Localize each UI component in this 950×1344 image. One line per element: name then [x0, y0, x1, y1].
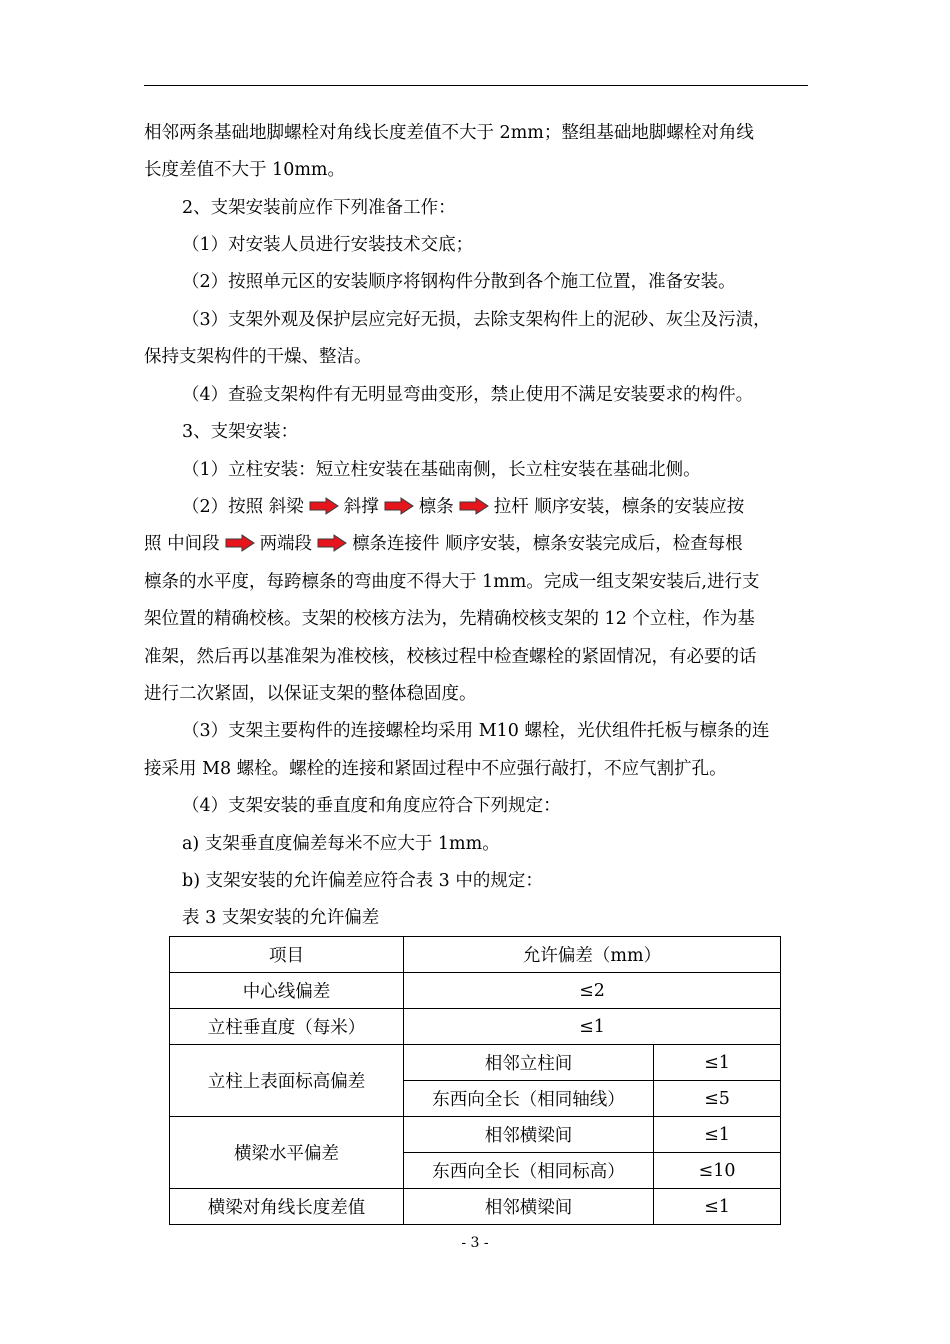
- right-arrow-icon: [309, 497, 339, 515]
- header-rule: [144, 85, 808, 86]
- cell-value: ≤1: [654, 1117, 781, 1153]
- cell-item: 立柱上表面标高偏差: [170, 1045, 404, 1117]
- page-number: - 3 -: [461, 1235, 489, 1251]
- list-item: （1）立柱安装：短立柱安装在基础南侧，长立柱安装在基础北侧。: [182, 460, 701, 480]
- cell-sub: 相邻立柱间: [404, 1045, 654, 1081]
- seq-text: （2）按照 斜梁: [182, 497, 304, 517]
- header-item: 项目: [170, 937, 404, 973]
- cell-value: ≤2: [404, 973, 781, 1009]
- sub-item: a) 支架垂直度偏差每米不应大于 1mm。: [182, 834, 500, 854]
- paragraph-line: 长度差值不大于 10mm。: [144, 160, 346, 180]
- table-row: [170, 1189, 781, 1225]
- cell-value: ≤1: [654, 1189, 781, 1225]
- list-item: （3）支架主要构件的连接螺栓均采用 M10 螺栓，光伏组件托板与檩条的连: [182, 721, 770, 741]
- list-item: （1）对安装人员进行安装技术交底；: [182, 235, 474, 255]
- cell-sub: 东西向全长（相同标高）: [404, 1153, 654, 1189]
- paragraph-line: 准架，然后再以基准架为准校核，校核过程中检查螺栓的紧固情况，有必要的话: [144, 647, 757, 667]
- sub-item: b) 支架安装的允许偏差应符合表 3 中的规定：: [182, 871, 543, 891]
- right-arrow-icon: [225, 534, 255, 552]
- paragraph-line: 架位置的精确校核。支架的校核方法为，先精确校核支架的 12 个立柱，作为基: [144, 609, 755, 629]
- section-heading: 3、支架安装：: [182, 422, 299, 442]
- table-row: [170, 1117, 781, 1153]
- table-row: [170, 1045, 781, 1081]
- list-item: （3）支架外观及保护层应完好无损，去除支架构件上的泥砂、灰尘及污渍，: [182, 310, 771, 330]
- cell-value: ≤10: [654, 1153, 781, 1189]
- list-item-cont: 保持支架构件的干燥、整洁。: [144, 347, 372, 367]
- sequence-line-2: [144, 533, 824, 555]
- cell-value: ≤1: [404, 1009, 781, 1045]
- cell-value: ≤1: [654, 1045, 781, 1081]
- paragraph-line: 进行二次紧固，以保证支架的整体稳固度。: [144, 684, 477, 704]
- seq-text: 两端段: [259, 534, 313, 554]
- cell-item: 横梁水平偏差: [170, 1117, 404, 1189]
- cell-sub: 东西向全长（相同轴线）: [404, 1081, 654, 1117]
- seq-text: 照 中间段: [144, 534, 220, 554]
- cell-sub: 相邻横梁间: [404, 1117, 654, 1153]
- cell-item: 中心线偏差: [170, 973, 404, 1009]
- cell-item: 横梁对角线长度差值: [170, 1189, 404, 1225]
- seq-text: 檩条: [418, 497, 454, 517]
- list-item: （4）查验支架构件有无明显弯曲变形，禁止使用不满足安装要求的构件。: [182, 385, 754, 405]
- right-arrow-icon: [317, 534, 347, 552]
- table-caption: 表 3 支架安装的允许偏差: [182, 908, 380, 928]
- header-tolerance: 允许偏差（mm）: [404, 937, 781, 973]
- cell-item: 立柱垂直度（每米）: [170, 1009, 404, 1045]
- sequence-line-1: [182, 496, 862, 518]
- paragraph-line: 相邻两条基础地脚螺栓对角线长度差值不大于 2mm；整组基础地脚螺栓对角线: [144, 123, 754, 143]
- table-row: [170, 1009, 781, 1045]
- seq-text: 斜撑: [343, 497, 379, 517]
- cell-sub: 相邻横梁间: [404, 1189, 654, 1225]
- seq-text: 拉杆 顺序安装，檩条的安装应按: [493, 497, 745, 517]
- list-item: （4）支架安装的垂直度和角度应符合下列规定：: [182, 796, 561, 816]
- section-heading: 2、支架安装前应作下列准备工作：: [182, 198, 456, 218]
- right-arrow-icon: [459, 497, 489, 515]
- right-arrow-icon: [384, 497, 414, 515]
- cell-value: ≤5: [654, 1081, 781, 1117]
- list-item: （2）按照单元区的安装顺序将钢构件分散到各个施工位置，准备安装。: [182, 272, 736, 292]
- list-item-cont: 接采用 M8 螺栓。螺栓的连接和紧固过程中不应强行敲打，不应气割扩孔。: [144, 759, 727, 779]
- seq-text: 檩条连接件 顺序安装，檩条安装完成后，检查每根: [352, 534, 743, 554]
- tolerance-table: [169, 936, 781, 1225]
- table-header-row: [170, 937, 781, 973]
- paragraph-line: 檩条的水平度，每跨檩条的弯曲度不得大于 1mm。完成一组支架安装后,进行支: [144, 572, 760, 592]
- table-row: [170, 973, 781, 1009]
